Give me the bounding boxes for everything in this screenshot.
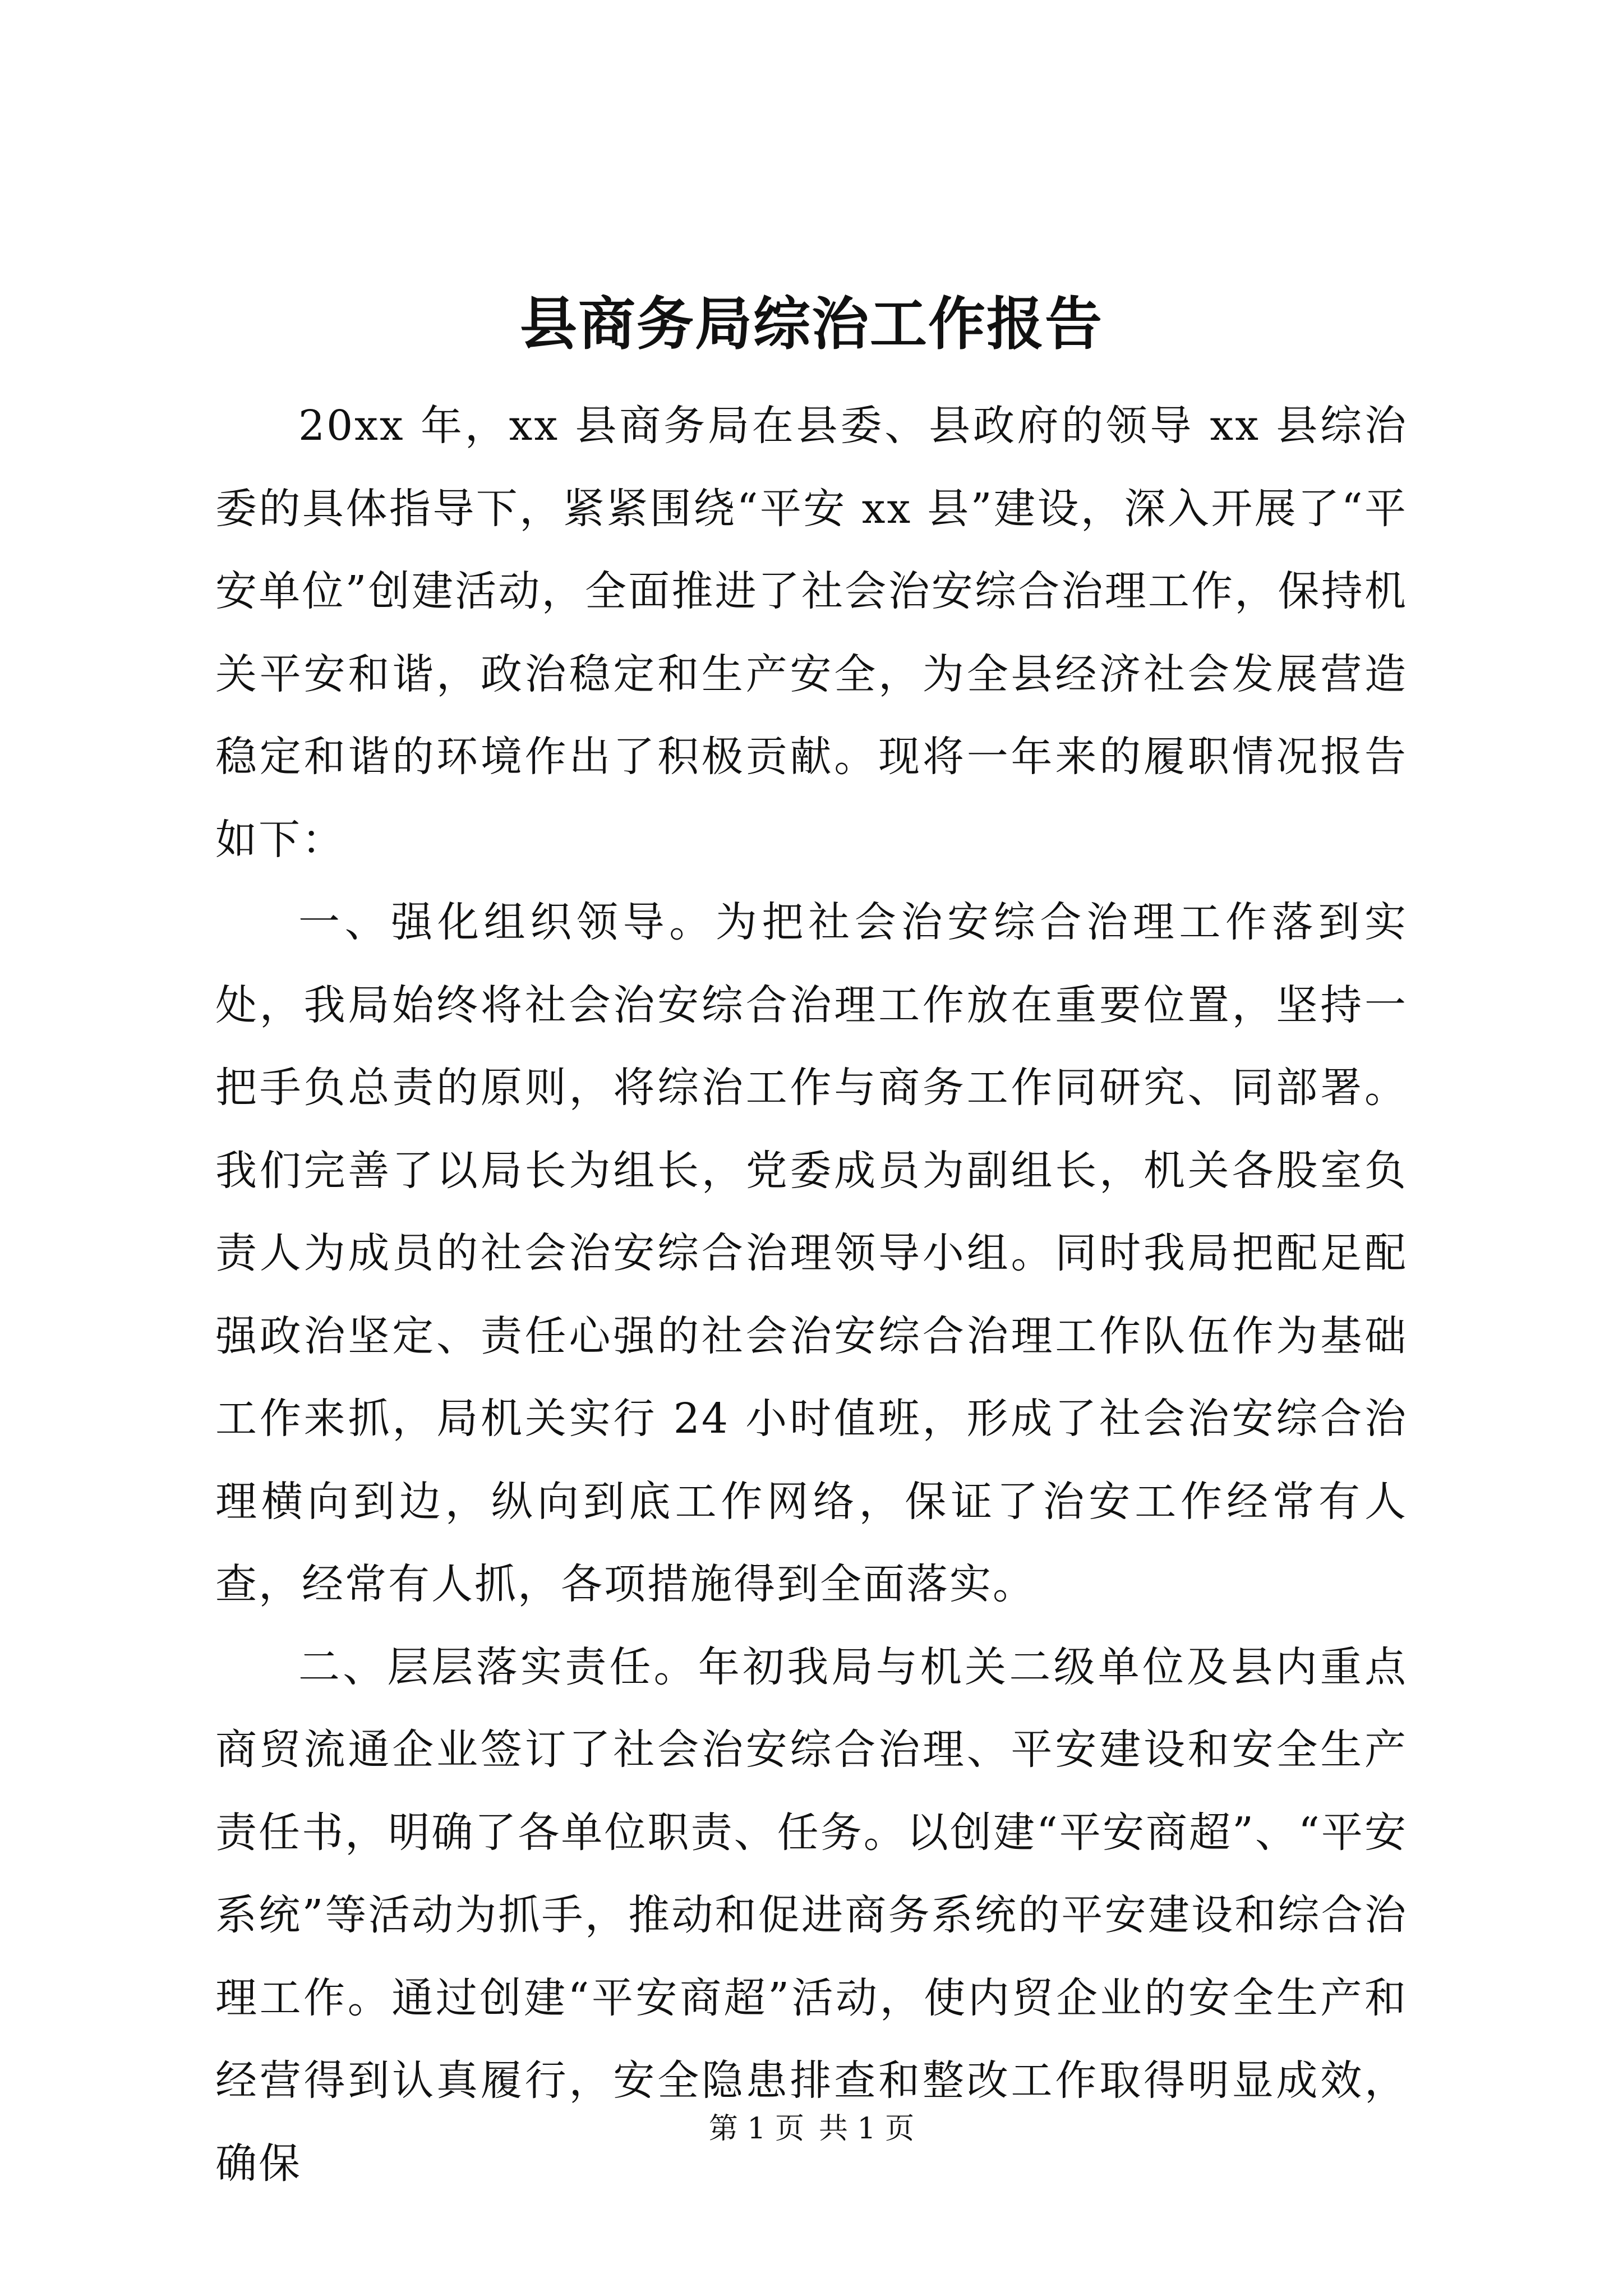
document-body (215, 385, 1408, 2205)
document-title: 县商务局综治工作报告 (520, 291, 1103, 358)
page-footer (0, 2106, 1623, 2151)
paragraph-intro: 20xx 年，xx 县商务局在县委、县政府的领导 xx 县综治委的具体指导下，紧紧围绕“平安 xx 县”建设，深入开展了“平安单位”创建活动，全面推进了社会治安综合治理工作，保持机关平安和谐，政治稳定和生产安全，为全县经济社会发展营造稳定和谐的环境作出了积极贡献。现将一年来的履职情况报告如下： (215, 402, 1408, 864)
page-number: 第 1 页 (708, 2112, 804, 2146)
paragraph-section-1: 一、强化组织领导。为把社会治安综合治理工作落到实处，我局始终将社会治安综合治理工作放在重要位置，坚持一把手负总责的原则，将综治工作与商务工作同研究、同部署。我们完善了以局长为组长，党委成员为副组长，机关各股室负责人为成员的社会治安综合治理领导小组。同时我局把配足配强政治坚定、责任心强的社会治安综合治理工作队伍作为基础工作来抓，局机关实行 24 小时值班，形成了社会治安综合治理横向到边，纵向到底工作网络，保证了治安工作经常有人查，经常有人抓，各项措施得到全面落实。 (215, 898, 1408, 1608)
paragraph-section-2: 二、层层落实责任。年初我局与机关二级单位及县内重点商贸流通企业签订了社会治安综合治理、平安建设和安全生产责任书，明确了各单位职责、任务。以创建“平安商超”、“平安系统”等活动为抓手，推动和促进商务系统的平安建设和综合治理工作。通过创建“平安商超”活动，使内贸企业的安全生产和经营得到认真履行，安全隐患排查和整改工作取得明显成效，确保 (215, 1642, 1408, 2188)
page-total: 共 1 页 (819, 2112, 915, 2146)
